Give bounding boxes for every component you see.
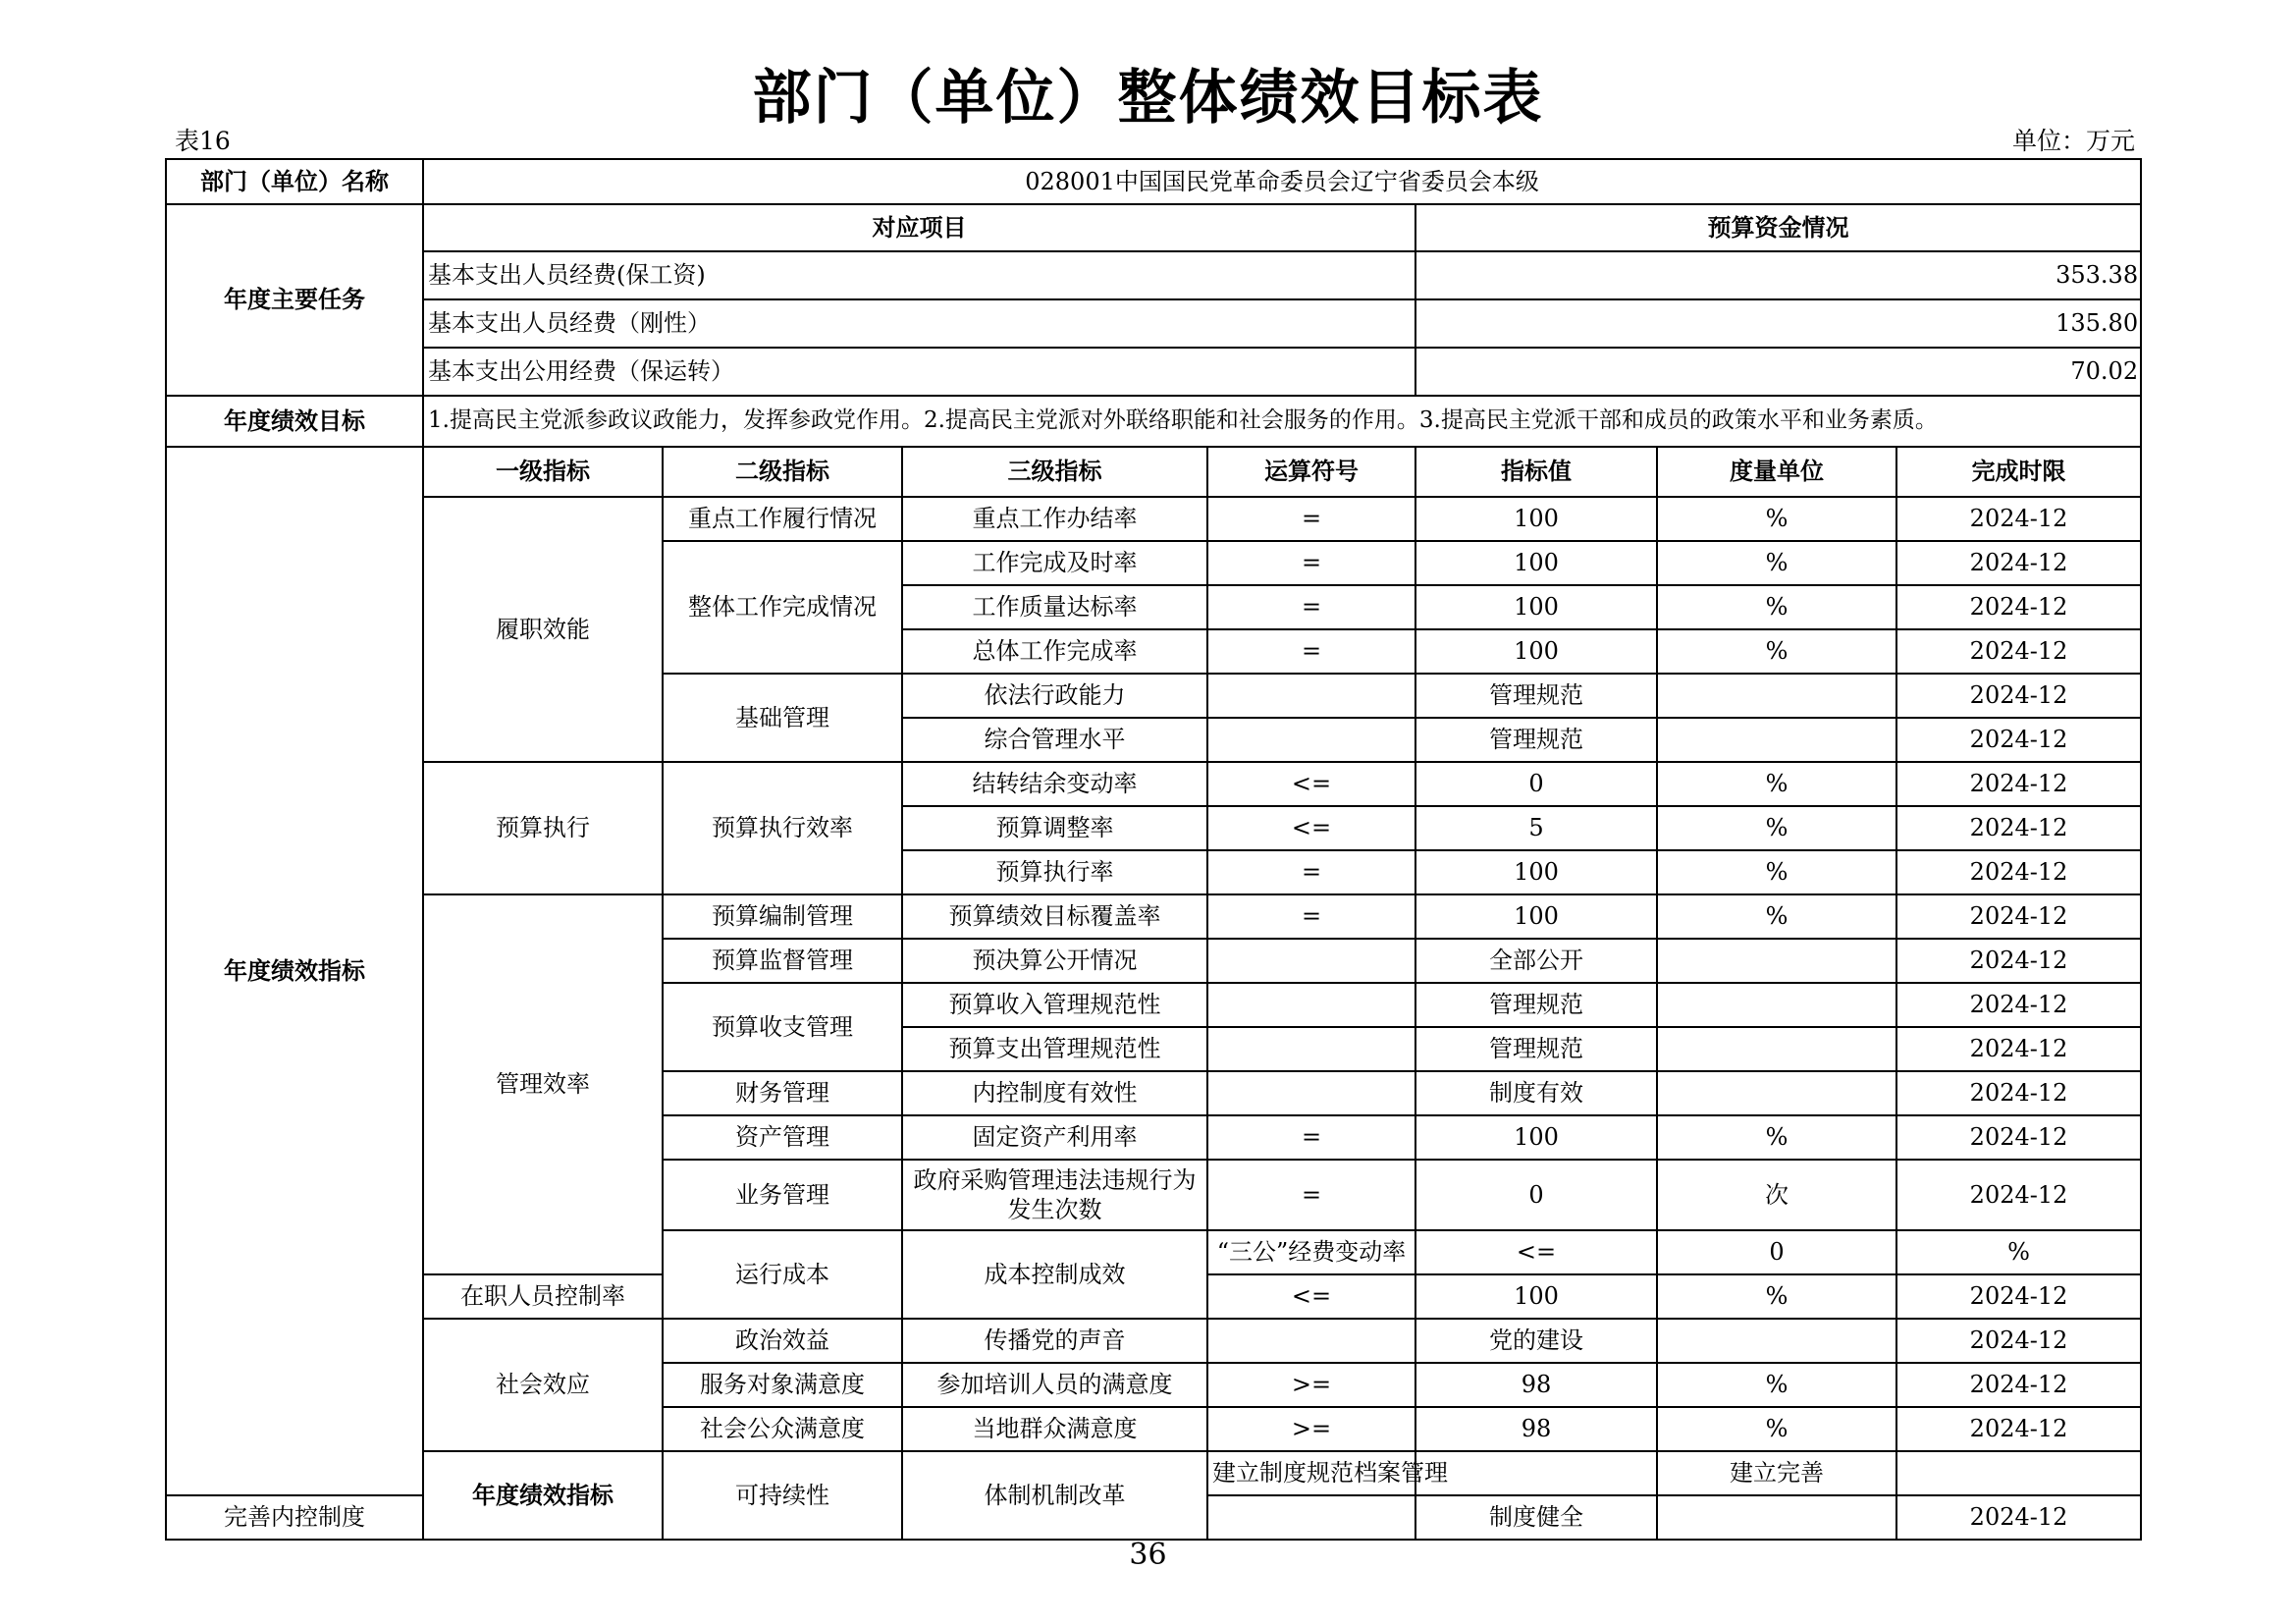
operator	[1207, 983, 1415, 1027]
level3-indicator: 建立制度规范档案管理	[1207, 1451, 1415, 1495]
measure-unit	[1657, 1071, 1896, 1115]
deadline: 2024-12	[1896, 806, 2141, 850]
level1-indicator: 管理效率	[423, 894, 663, 1274]
deadline: 2024-12	[1896, 629, 2141, 674]
deadline: 2024-12	[1896, 762, 2141, 806]
operator	[1207, 1071, 1415, 1115]
operator: <=	[1207, 806, 1415, 850]
operator: =	[1207, 894, 1415, 939]
operator: =	[1207, 1160, 1415, 1230]
task-amount: 353.38	[1415, 251, 2141, 299]
deadline: 2024-12	[1896, 1274, 2141, 1319]
measure-unit: %	[1657, 850, 1896, 894]
task-project: 基本支出公用经费（保运转）	[423, 348, 1415, 396]
target-value: 100	[1415, 850, 1657, 894]
measure-unit: %	[1896, 1230, 2141, 1274]
target-value: 100	[1415, 585, 1657, 629]
deadline: 2024-12	[1896, 1071, 2141, 1115]
level3-indicator: 预决算公开情况	[902, 939, 1207, 983]
target-value: 管理规范	[1415, 674, 1657, 718]
indicators-label-2: 年度绩效指标	[423, 1451, 663, 1540]
indicator-row	[166, 1319, 2141, 1363]
measure-unit	[1657, 983, 1896, 1027]
operator: <=	[1415, 1230, 1657, 1274]
deadline: 2024-12	[1896, 983, 2141, 1027]
header-operator: 运算符号	[1207, 447, 1415, 497]
operator	[1415, 1451, 1657, 1495]
goal-text: 1.提高民主党派参政议政能力，发挥参政党作用。2.提高民主党派对外联络职能和社会服务的作用。3.提高民主党派干部和成员的政策水平和业务素质。	[423, 396, 2141, 447]
level2-indicator: 社会公众满意度	[663, 1407, 902, 1451]
measure-unit: %	[1657, 1274, 1896, 1319]
level3-indicator: 传播党的声音	[902, 1319, 1207, 1363]
level3-indicator: 工作质量达标率	[902, 585, 1207, 629]
operator: =	[1207, 541, 1415, 585]
page-number: 36	[1129, 1538, 1167, 1572]
measure-unit	[1657, 1319, 1896, 1363]
level3-indicator: 预算支出管理规范性	[902, 1027, 1207, 1071]
operator	[1207, 939, 1415, 983]
deadline: 2024-12	[1896, 1319, 2141, 1363]
dept-label: 部门（单位）名称	[166, 159, 423, 204]
measure-unit: %	[1657, 894, 1896, 939]
performance-table	[165, 158, 2142, 1541]
level2-indicator: 财务管理	[663, 1071, 902, 1115]
target-value: 党的建设	[1415, 1319, 1657, 1363]
measure-unit: 次	[1657, 1160, 1896, 1230]
target-value: 0	[1657, 1230, 1896, 1274]
level1-indicator: 履职效能	[423, 497, 663, 762]
target-value: 98	[1415, 1407, 1657, 1451]
measure-unit: %	[1657, 806, 1896, 850]
indicator-row	[166, 1451, 2141, 1495]
header-level3: 三级指标	[902, 447, 1207, 497]
operator: <=	[1207, 1274, 1415, 1319]
level3-indicator: 预算收入管理规范性	[902, 983, 1207, 1027]
target-value: 全部公开	[1415, 939, 1657, 983]
task-amount: 70.02	[1415, 348, 2141, 396]
deadline: 2024-12	[1896, 585, 2141, 629]
tasks-label: 年度主要任务	[166, 204, 423, 396]
level3-indicator: 参加培训人员的满意度	[902, 1363, 1207, 1407]
task-amount: 135.80	[1415, 299, 2141, 348]
level2-indicator: 业务管理	[663, 1160, 902, 1230]
level1-indicator: 可持续性	[663, 1451, 902, 1540]
operator	[1207, 674, 1415, 718]
header-level1: 一级指标	[423, 447, 663, 497]
operator	[1207, 1319, 1415, 1363]
level3-indicator: 总体工作完成率	[902, 629, 1207, 674]
dept-name: 028001中国国民党革命委员会辽宁省委员会本级	[423, 159, 2141, 204]
deadline: 2024-12	[1896, 1407, 2141, 1451]
level2-indicator: 服务对象满意度	[663, 1363, 902, 1407]
unit-label: 单位：万元	[2011, 127, 2135, 155]
measure-unit	[1657, 1495, 1896, 1540]
level3-indicator: 预算执行率	[902, 850, 1207, 894]
level1-indicator: 预算执行	[423, 762, 663, 894]
table-number: 表16	[175, 127, 231, 155]
task-project: 基本支出人员经费（刚性）	[423, 299, 1415, 348]
measure-unit	[1657, 674, 1896, 718]
operator	[1207, 718, 1415, 762]
target-value: 5	[1415, 806, 1657, 850]
measure-unit: %	[1657, 1115, 1896, 1160]
page-title: 部门（单位）整体绩效目标表	[752, 64, 1544, 133]
operator: >=	[1207, 1407, 1415, 1451]
operator: =	[1207, 1115, 1415, 1160]
target-value: 0	[1415, 1160, 1657, 1230]
measure-unit: %	[1657, 497, 1896, 541]
task-row	[166, 348, 2141, 396]
level2-indicator: 预算执行效率	[663, 762, 902, 894]
target-value: 管理规范	[1415, 718, 1657, 762]
level3-indicator: 完善内控制度	[166, 1495, 423, 1540]
level3-indicator: “三公”经费变动率	[1207, 1230, 1415, 1274]
indicator-row	[166, 497, 2141, 541]
tasks-col-project: 对应项目	[423, 204, 1415, 251]
level3-indicator: 当地群众满意度	[902, 1407, 1207, 1451]
target-value: 100	[1415, 1274, 1657, 1319]
measure-unit: %	[1657, 541, 1896, 585]
measure-unit: %	[1657, 762, 1896, 806]
deadline: 2024-12	[1896, 1495, 2141, 1540]
level2-indicator: 重点工作履行情况	[663, 497, 902, 541]
target-value: 98	[1415, 1363, 1657, 1407]
target-value: 建立完善	[1657, 1451, 1896, 1495]
deadline: 2024-12	[1896, 1027, 2141, 1071]
target-value: 管理规范	[1415, 1027, 1657, 1071]
level3-indicator: 政府采购管理违法违规行为发生次数	[902, 1160, 1207, 1230]
level3-indicator: 预算调整率	[902, 806, 1207, 850]
level3-indicator: 内控制度有效性	[902, 1071, 1207, 1115]
level3-indicator: 依法行政能力	[902, 674, 1207, 718]
operator: >=	[1207, 1363, 1415, 1407]
level3-indicator: 在职人员控制率	[423, 1274, 663, 1319]
indicator-row	[166, 762, 2141, 806]
goal-label: 年度绩效目标	[166, 396, 423, 447]
operator: =	[1207, 585, 1415, 629]
level3-indicator: 预算绩效目标覆盖率	[902, 894, 1207, 939]
level3-indicator: 重点工作办结率	[902, 497, 1207, 541]
measure-unit	[1896, 1451, 2141, 1495]
target-value: 100	[1415, 629, 1657, 674]
level2-indicator: 整体工作完成情况	[663, 541, 902, 674]
header-deadline: 完成时限	[1896, 447, 2141, 497]
target-value: 100	[1415, 894, 1657, 939]
deadline: 2024-12	[1896, 939, 2141, 983]
level3-indicator: 工作完成及时率	[902, 541, 1207, 585]
task-project: 基本支出人员经费(保工资)	[423, 251, 1415, 299]
level2-indicator: 基础管理	[663, 674, 902, 762]
measure-unit: %	[1657, 629, 1896, 674]
deadline: 2024-12	[1896, 674, 2141, 718]
deadline: 2024-12	[1896, 1160, 2141, 1230]
measure-unit: %	[1657, 1363, 1896, 1407]
level3-indicator: 综合管理水平	[902, 718, 1207, 762]
indicators-label: 年度绩效指标	[166, 447, 423, 1495]
level2-indicator: 预算收支管理	[663, 983, 902, 1071]
target-value: 100	[1415, 497, 1657, 541]
level2-indicator: 政治效益	[663, 1319, 902, 1363]
level2-indicator: 预算编制管理	[663, 894, 902, 939]
level2-indicator: 成本控制成效	[902, 1230, 1207, 1319]
deadline: 2024-12	[1896, 850, 2141, 894]
operator: =	[1207, 629, 1415, 674]
measure-unit	[1657, 1027, 1896, 1071]
deadline: 2024-12	[1896, 894, 2141, 939]
header-unit: 度量单位	[1657, 447, 1896, 497]
deadline: 2024-12	[1896, 1363, 2141, 1407]
deadline: 2024-12	[1896, 497, 2141, 541]
level1-indicator: 社会效应	[423, 1319, 663, 1451]
header-level2: 二级指标	[663, 447, 902, 497]
target-value: 制度健全	[1415, 1495, 1657, 1540]
measure-unit	[1657, 939, 1896, 983]
level2-indicator: 资产管理	[663, 1115, 902, 1160]
level2-indicator: 预算监督管理	[663, 939, 902, 983]
operator	[1207, 1495, 1415, 1540]
task-row	[166, 251, 2141, 299]
target-value: 管理规范	[1415, 983, 1657, 1027]
operator: <=	[1207, 762, 1415, 806]
indicator-row	[166, 894, 2141, 939]
header-value: 指标值	[1415, 447, 1657, 497]
deadline: 2024-12	[1896, 718, 2141, 762]
measure-unit: %	[1657, 1407, 1896, 1451]
operator: =	[1207, 850, 1415, 894]
target-value: 0	[1415, 762, 1657, 806]
deadline: 2024-12	[1896, 1115, 2141, 1160]
level3-indicator: 固定资产利用率	[902, 1115, 1207, 1160]
measure-unit	[1657, 718, 1896, 762]
target-value: 100	[1415, 1115, 1657, 1160]
tasks-col-budget: 预算资金情况	[1415, 204, 2141, 251]
deadline: 2024-12	[1896, 541, 2141, 585]
measure-unit: %	[1657, 585, 1896, 629]
target-value: 100	[1415, 541, 1657, 585]
task-row	[166, 299, 2141, 348]
operator: =	[1207, 497, 1415, 541]
target-value: 制度有效	[1415, 1071, 1657, 1115]
level2-indicator: 体制机制改革	[902, 1451, 1207, 1540]
level1-indicator: 运行成本	[663, 1230, 902, 1319]
level3-indicator: 结转结余变动率	[902, 762, 1207, 806]
operator	[1207, 1027, 1415, 1071]
